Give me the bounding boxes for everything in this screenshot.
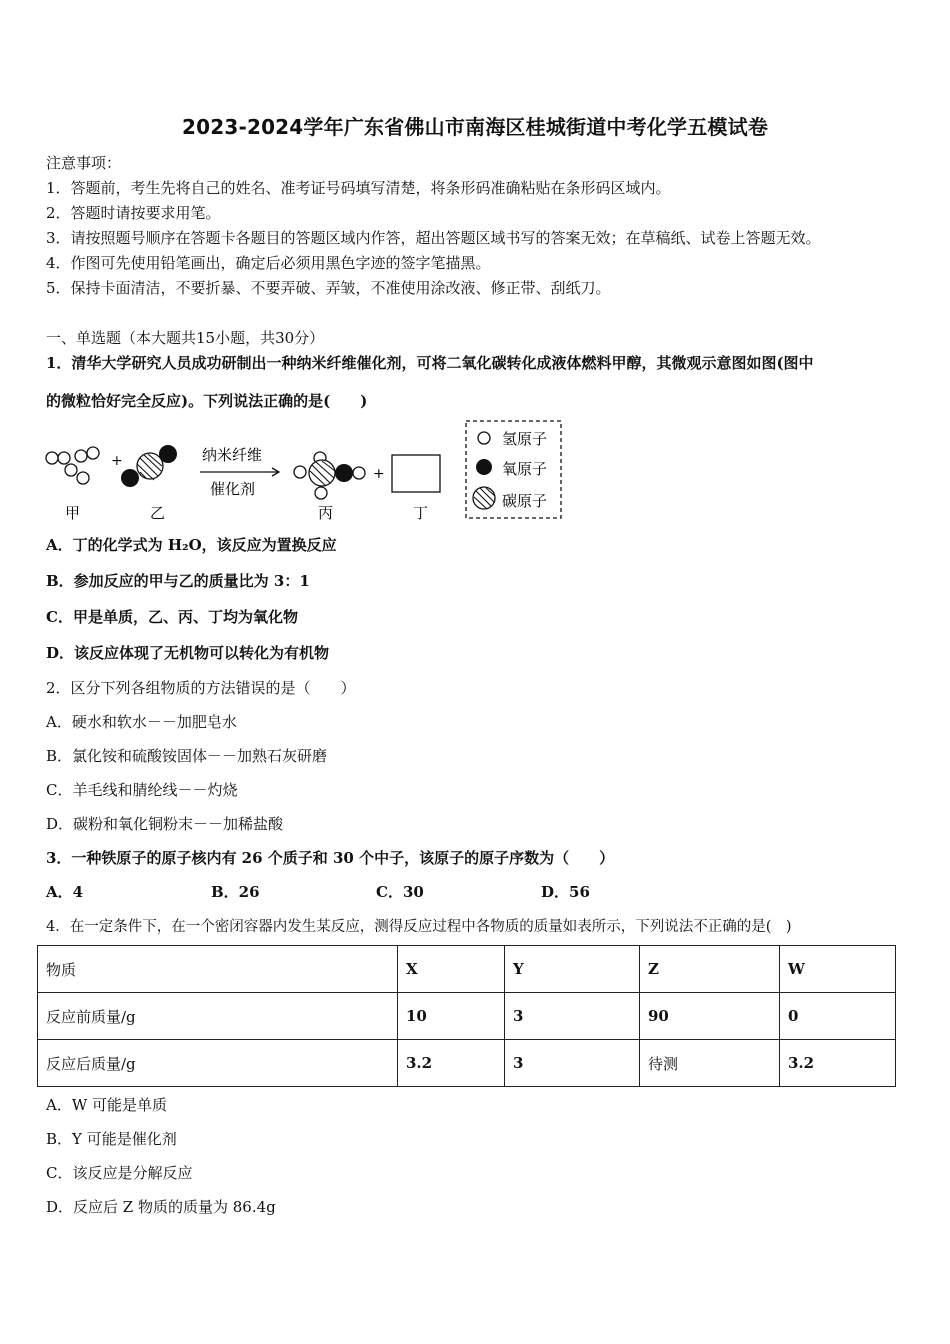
legend-carbon: 碳原子 bbox=[502, 492, 548, 510]
hydrogen-atom-icon bbox=[478, 432, 490, 444]
q1-option-c: C．甲是单质，乙、丙、丁均为氧化物 bbox=[46, 608, 298, 626]
table-header-cell: Z bbox=[640, 946, 780, 993]
table-cell: 3.2 bbox=[780, 1040, 896, 1087]
q3-option-b: B．26 bbox=[211, 883, 260, 901]
catalyst-bottom-label: 催化剂 bbox=[210, 480, 256, 498]
notice-item: 5．保持卡面清洁，不要折暴、不要弄破、弄皱，不准使用涂改液、修正带、刮纸刀。 bbox=[46, 279, 611, 297]
plus-sign: + bbox=[111, 453, 123, 469]
q2-option-c: C．羊毛线和腈纶线－－灼烧 bbox=[46, 781, 238, 799]
plus-sign: + bbox=[373, 466, 385, 482]
table-header-cell: Y bbox=[505, 946, 640, 993]
catalyst-top-label: 纳米纤维 bbox=[202, 446, 263, 464]
q3-option-a: A．4 bbox=[46, 883, 84, 901]
table-cell: 3 bbox=[505, 993, 640, 1040]
q3-option-c: C．30 bbox=[376, 883, 424, 901]
notice-item: 2．答题时请按要求用笔。 bbox=[46, 204, 221, 222]
table-cell: 待测 bbox=[640, 1040, 780, 1087]
page-title: 2023-2024学年广东省佛山市南海区桂城街道中考化学五模试卷 bbox=[181, 115, 769, 139]
mass-table bbox=[37, 945, 896, 1087]
section-heading: 一、单选题（本大题共15小题，共30分） bbox=[46, 329, 325, 347]
q1-option-b: B．参加反应的甲与乙的质量比为 3：1 bbox=[46, 572, 310, 590]
q1-stem-line1: 1．清华大学研究人员成功研制出一种纳米纤维催化剂，可将二氧化碳转化成液体燃料甲醇，其微观示意图如图(图中 bbox=[46, 354, 814, 372]
notice-item: 1．答题前，考生先将自己的姓名、准考证号码填写清楚，将条形码准确粘贴在条形码区域内。 bbox=[46, 179, 671, 197]
q4-option-b: B．Y 可能是催化剂 bbox=[46, 1130, 177, 1148]
table-header-cell: W bbox=[780, 946, 896, 993]
notice-item: 4．作图可先使用铅笔画出，确定后必须用黑色字迹的签字笔描黑。 bbox=[46, 254, 491, 272]
table-cell: 0 bbox=[780, 993, 896, 1040]
table-cell: 3.2 bbox=[398, 1040, 505, 1087]
table-row bbox=[38, 1040, 896, 1087]
reactant-jia-molecules bbox=[46, 447, 99, 484]
q1-option-d: D．该反应体现了无机物可以转化为有机物 bbox=[46, 644, 330, 662]
reaction-diagram bbox=[40, 418, 570, 524]
oxygen-atom-icon bbox=[476, 459, 492, 475]
q3-stem: 3．一种铁原子的原子核内有 26 个质子和 30 个中子，该原子的原子序数为（ ） bbox=[46, 849, 615, 867]
label-ding: 丁 bbox=[413, 504, 429, 522]
table-cell: 3 bbox=[505, 1040, 640, 1087]
product-ding-box bbox=[392, 455, 440, 492]
q4-option-d: D．反应后 Z 物质的质量为 86.4g bbox=[46, 1198, 276, 1216]
q2-option-b: B．氯化铵和硫酸铵固体－－加熟石灰研磨 bbox=[46, 747, 328, 765]
label-yi: 乙 bbox=[150, 504, 166, 522]
table-cell: 反应前质量/g bbox=[38, 993, 398, 1040]
table-header-cell: X bbox=[398, 946, 505, 993]
table-row bbox=[38, 993, 896, 1040]
table-header-row bbox=[38, 946, 896, 993]
q4-stem: 4．在一定条件下，在一个密闭容器内发生某反应，测得反应过程中各物质的质量如表所示，下列说法不正确的是( ) bbox=[46, 919, 792, 935]
carbon-atom-icon bbox=[473, 487, 495, 509]
q3-option-d: D．56 bbox=[541, 883, 590, 901]
legend-oxygen: 氧原子 bbox=[502, 460, 548, 478]
table-cell: 10 bbox=[398, 993, 505, 1040]
notice-item: 3．请按照题号顺序在答题卡各题目的答题区域内作答，超出答题区域书写的答案无效；在草稿纸、试卷上答题无效。 bbox=[46, 229, 821, 247]
q4-option-a: A．W 可能是单质 bbox=[46, 1096, 168, 1114]
notice-heading: 注意事项： bbox=[46, 154, 122, 172]
q2-option-a: A．硬水和软水－－加肥皂水 bbox=[46, 713, 237, 731]
q4-option-c: C．该反应是分解反应 bbox=[46, 1164, 193, 1182]
reactant-yi-molecule bbox=[121, 445, 177, 487]
q2-stem: 2．区分下列各组物质的方法错误的是（ ） bbox=[46, 679, 356, 697]
table-cell: 90 bbox=[640, 993, 780, 1040]
product-bing-molecule bbox=[294, 452, 365, 499]
q2-option-d: D．碳粉和氧化铜粉末－－加稀盐酸 bbox=[46, 815, 284, 833]
table-cell: 反应后质量/g bbox=[38, 1040, 398, 1087]
table-header-cell: 物质 bbox=[38, 946, 398, 993]
label-bing: 丙 bbox=[318, 504, 334, 522]
q1-option-a: A．丁的化学式为 H₂O，该反应为置换反应 bbox=[46, 536, 337, 554]
label-jia: 甲 bbox=[65, 504, 81, 522]
q1-stem-line2: 的微粒恰好完全反应)。下列说法正确的是( ) bbox=[46, 392, 368, 410]
legend-hydrogen: 氢原子 bbox=[502, 430, 548, 448]
